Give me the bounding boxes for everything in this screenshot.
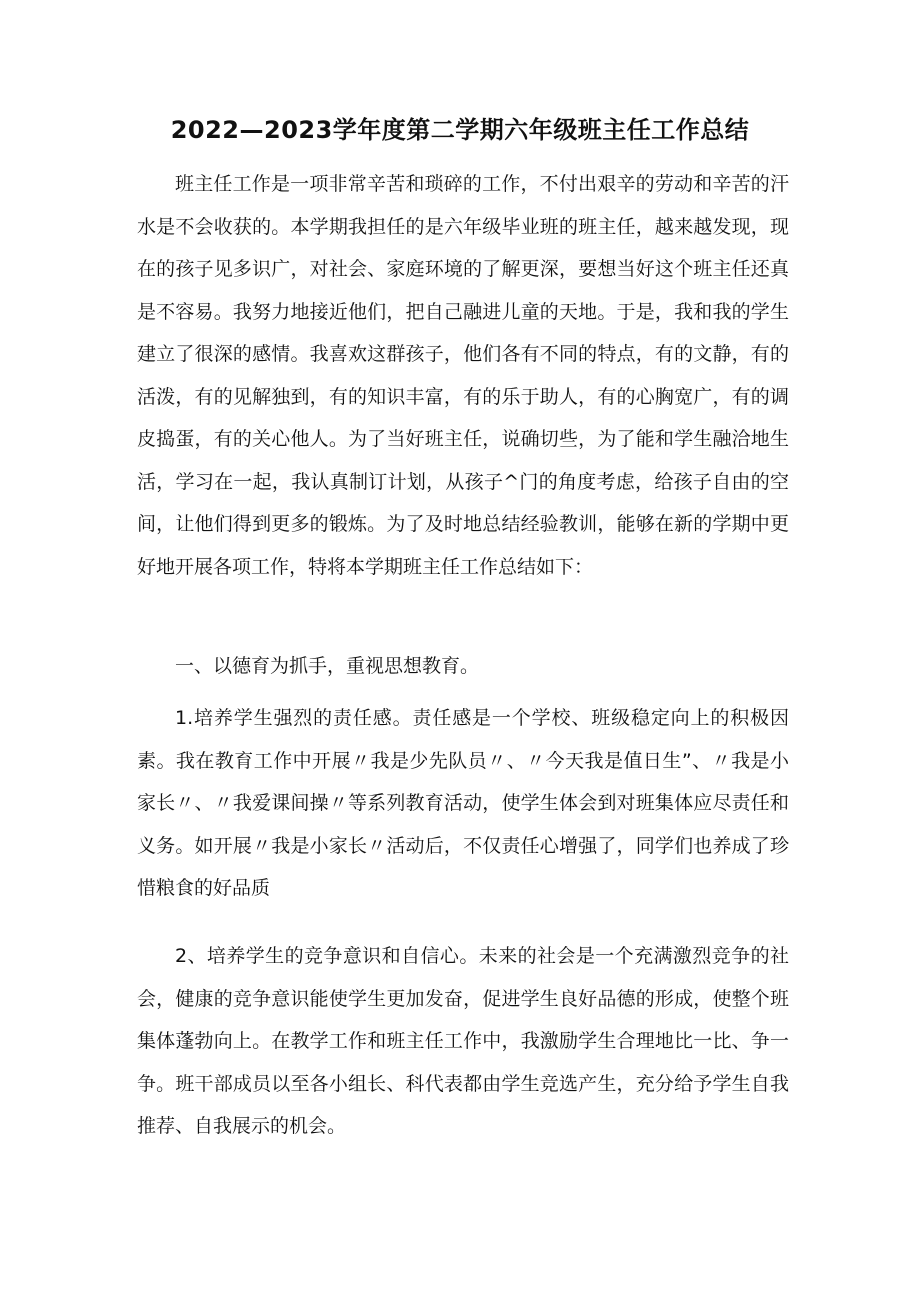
- section-1-paragraph: 1.培养学生强烈的责任感。责任感是一个学校、班级稳定向上的积极因素。我在教育工作中开展〃我是少先队员〃、〃今天我是值日生”、〃我是小家长〃、〃我爱课间操〃等系列教育活动，使学生体会到对班集体应尽责任和义务。如开展〃我是小家长〃活动后，不仅责任心增强了，同学们也养成了珍惜粮食的好品质: [137, 707, 789, 899]
- section-heading-1: 一、以德育为抓手，重视思想教育。: [175, 655, 480, 677]
- section-2-paragraph: 2、培养学生的竞争意识和自信心。未来的社会是一个充满激烈竞争的社会，健康的竞争意识能使学生更加发奋，促进学生良好品德的形成，使整个班集体蓬勃向上。在教学工作和班主任工作中，我激励学生合理地比一比、争一争。班干部成员以至各小组长、科代表都由学生竞选产生，充分给予学生自我推荐、自我展示的机会。: [137, 945, 789, 1137]
- intro-paragraph: 班主任工作是一项非常辛苦和琐碎的工作，不付出艰辛的劳动和辛苦的汗水是不会收获的。本学期我担任的是六年级毕业班的班主任，越来越发现，现在的孩子见多识广，对社会、家庭环境的了解更深，要想当好这个班主任还真是不容易。我努力地接近他们，把自己融进儿童的天地。于是，我和我的学生建立了很深的感情。我喜欢这群孩子，他们各有不同的特点，有的文静，有的活泼，有的见解独到，有的知识丰富，有的乐于助人，有的心胸宽广，有的调皮捣蛋，有的关心他人。为了当好班主任，说确切些，为了能和学生融洽地生活，学习在一起，我认真制订计划，从孩子^门的角度考虑，给孩子自由的空间，让他们得到更多的锻炼。为了及时地总结经验教训，能够在新的学期中更好地开展各项工作，特将本学期班主任工作总结如下：: [137, 173, 789, 578]
- document-title: 2022—2023学年度第二学期六年级班主任工作总结: [170, 116, 750, 144]
